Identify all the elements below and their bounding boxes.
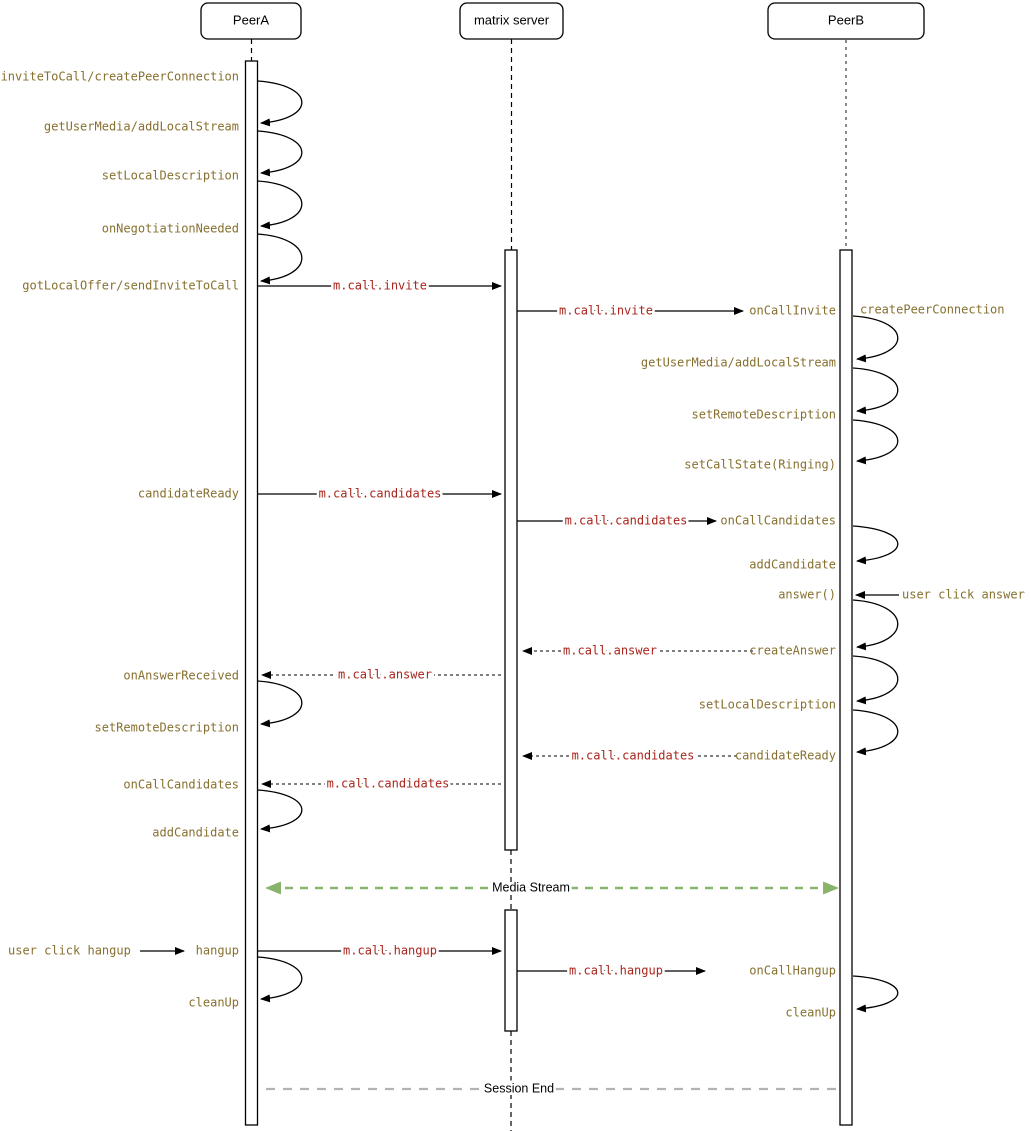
media-stream-label: Media Stream — [492, 880, 570, 895]
peerb-step-label: onCallCandidates — [720, 513, 836, 528]
peera-self-loop-7 — [258, 957, 302, 999]
peerb-self-loop-2 — [853, 368, 898, 411]
peera-step-label: addCandidate — [152, 825, 239, 840]
user-click-hangup-label: user click hangup — [8, 943, 131, 958]
peera-step-label: candidateReady — [137, 486, 239, 501]
peera-step-label: onCallCandidates — [123, 777, 239, 792]
peera-step-label: hangup — [195, 943, 239, 958]
peera-self-loop-2 — [258, 131, 302, 173]
peerb-label: PeerB — [827, 12, 865, 28]
event-label-answer: m.call.answer — [338, 667, 432, 682]
peerb-step-label: getUserMedia/addLocalStream — [640, 355, 836, 370]
peerb-self-loop-4 — [853, 526, 898, 561]
peerb-step-label: setCallState(Ringing) — [684, 457, 836, 472]
event-label-hangup: m.call.hangup — [569, 963, 663, 978]
peera-step-label: getUserMedia/addLocalStream — [43, 119, 239, 134]
peera-self-loop-6 — [258, 790, 302, 829]
actor-matrix-server — [460, 3, 563, 39]
peera-activation-bar — [246, 61, 258, 1125]
media-right-arrowhead-icon — [823, 882, 839, 895]
peera-self-loop-3 — [258, 181, 302, 226]
session-end-label: Session End — [483, 1081, 555, 1096]
peerb-step-label: setLocalDescription — [698, 697, 836, 712]
peerb-self-loop-6 — [853, 656, 898, 701]
peerb-step-label: setRemoteDescription — [691, 407, 836, 422]
peerb-activation-bar — [840, 250, 852, 1125]
peerb-self-loop-7 — [853, 710, 898, 752]
peera-step-label: setLocalDescription — [101, 168, 239, 183]
peerb-self-loop-5 — [853, 600, 898, 647]
media-left-arrowhead-icon — [265, 882, 281, 895]
peerb-step-label: cleanUp — [785, 1005, 836, 1020]
peerb-step-label: onCallHangup — [749, 963, 836, 978]
peera-step-label: onAnswerReceived — [123, 668, 239, 683]
peera-self-loop-5 — [258, 681, 302, 724]
peera-self-loop-1 — [258, 81, 302, 123]
event-label-invite: m.call.invite — [333, 278, 427, 293]
peerb-step-label: createAnswer — [749, 643, 836, 658]
event-label-candidates: m.call.candidates — [564, 513, 688, 528]
peerb-step-label: createPeerConnection — [860, 302, 1005, 317]
peerb-step-label: addCandidate — [749, 557, 836, 572]
peera-step-label: gotLocalOffer/sendInviteToCall — [22, 278, 239, 293]
peera-label: PeerA — [232, 12, 270, 28]
peera-step-label: onNegotiationNeeded — [101, 221, 239, 236]
event-label-candidates: m.call.candidates — [571, 748, 695, 763]
event-label-candidates: m.call.candidates — [318, 486, 442, 501]
user-click-answer-label: user click answer — [902, 587, 1025, 602]
peera-step-label: setRemoteDescription — [94, 720, 239, 735]
server-activation-bar-2 — [505, 910, 517, 1031]
peera-step-label: cleanUp — [188, 995, 239, 1010]
peerb-step-label: onCallInvite — [749, 303, 836, 318]
actor-peerb — [768, 3, 924, 39]
peerb-step-label: candidateReady — [734, 748, 836, 763]
peera-self-loop-4 — [258, 234, 302, 281]
peerb-step-label: answer() — [778, 587, 836, 602]
event-label-hangup: m.call.hangup — [343, 943, 437, 958]
peerb-self-loop-1 — [853, 316, 898, 359]
peera-step-label: inviteToCall/createPeerConnection — [0, 69, 239, 84]
actor-peera — [201, 3, 301, 39]
peerb-self-loop-3 — [853, 420, 898, 461]
event-label-invite: m.call.invite — [559, 303, 653, 318]
peerb-self-loop-8 — [853, 976, 898, 1009]
event-label-candidates: m.call.candidates — [326, 776, 450, 791]
server-activation-bar-1 — [505, 250, 517, 850]
event-label-answer: m.call.answer — [563, 643, 657, 658]
server-label: matrix server — [473, 12, 550, 28]
